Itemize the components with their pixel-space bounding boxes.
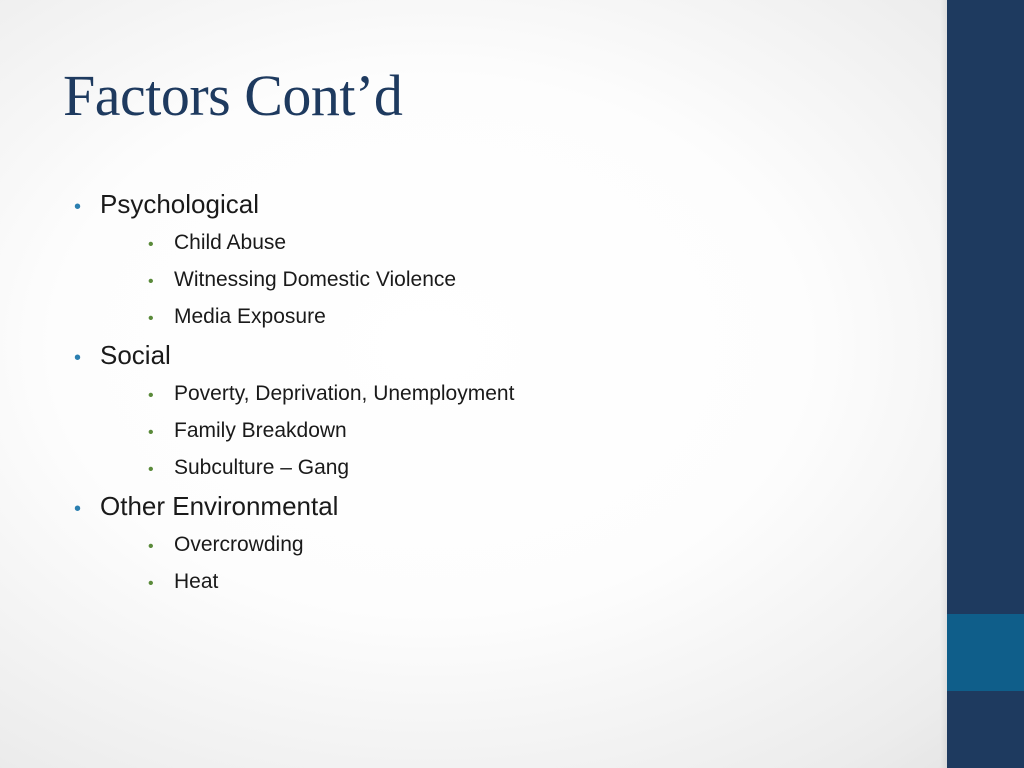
sub-bullet-list	[148, 526, 914, 600]
section-psychological	[74, 184, 914, 335]
list-item: • Subculture – Gang	[148, 449, 914, 486]
section-label: Psychological	[100, 189, 259, 219]
section-other-environmental	[74, 486, 914, 600]
sub-bullet-icon: •	[148, 273, 154, 290]
bullet-icon: •	[74, 498, 82, 520]
bullet-list	[74, 184, 914, 600]
sub-bullet-list	[148, 224, 914, 335]
list-item: • Witnessing Domestic Violence	[148, 261, 914, 298]
bullet-icon: •	[74, 196, 82, 218]
slide-title: Factors Cont’d	[63, 63, 403, 128]
section-social	[74, 335, 914, 486]
sub-bullet-icon: •	[148, 575, 154, 592]
sub-bullet-icon: •	[148, 236, 154, 253]
slide-body	[74, 184, 914, 600]
sub-bullet-list	[148, 375, 914, 486]
bullet-icon: •	[74, 347, 82, 369]
section-label: Other Environmental	[100, 491, 339, 521]
sub-bullet-icon: •	[148, 424, 154, 441]
list-item: • Family Breakdown	[148, 412, 914, 449]
list-item: • Media Exposure	[148, 298, 914, 335]
sub-bullet-icon: •	[148, 538, 154, 555]
sidebar-shadow	[940, 0, 947, 768]
sub-bullet-icon: •	[148, 387, 154, 404]
sub-bullet-icon: •	[148, 461, 154, 478]
sub-bullet-icon: •	[148, 310, 154, 327]
list-item: • Child Abuse	[148, 224, 914, 261]
section-label: Social	[100, 340, 171, 370]
list-item: • Poverty, Deprivation, Unemployment	[148, 375, 914, 412]
list-item: • Heat	[148, 563, 914, 600]
sidebar-accent-block	[947, 614, 1024, 691]
list-item: • Overcrowding	[148, 526, 914, 563]
